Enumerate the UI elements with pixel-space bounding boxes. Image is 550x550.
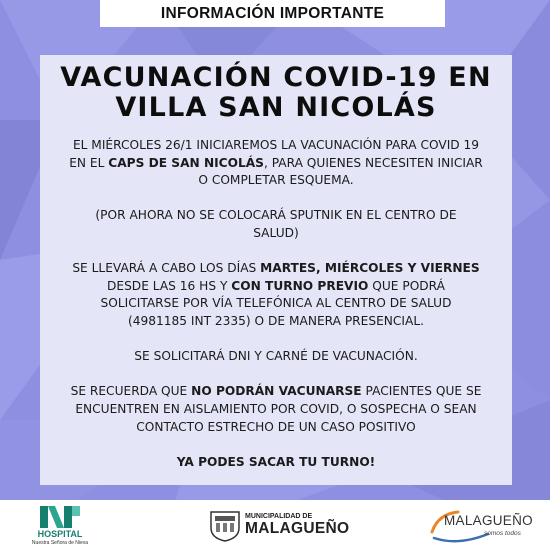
municipality-label: MUNICIPALIDAD DE: [245, 513, 313, 520]
banner-text: INFORMACIÓN IMPORTANTE: [160, 4, 385, 22]
text-line: SOLICITARSE POR VÍA TELEFÓNICA AL CENTRO DE SALUD: [100, 296, 452, 311]
paragraph-start-date: [50, 137, 502, 190]
title-line-2: VILLA SAN NICOLÁS: [115, 92, 437, 123]
announcement-body: [50, 137, 502, 471]
text-line: SE SOLICITARÁ DNI Y CARNÉ DE VACUNACIÓN.: [134, 349, 418, 364]
hospital-subtitle: Nuestra Señora de Nieva: [31, 540, 89, 546]
highlight-text: NO PODRÁN VACUNARSE: [191, 384, 362, 399]
hospital-name: HOSPITAL: [37, 529, 83, 539]
paragraph-schedule: [50, 260, 502, 330]
municipal-seal-icon: [208, 508, 242, 542]
text-line: SALUD): [253, 225, 299, 240]
hospital-logo: [22, 500, 98, 550]
highlight-text: CAPS DE SAN NICOLÁS: [108, 155, 264, 170]
text-line: CONTACTO ESTRECHO DE UN CASO POSITIVO: [136, 419, 416, 434]
malagueno-tagline: somos todos: [484, 530, 521, 537]
footer-logos: [0, 500, 550, 550]
text-line: O COMPLETAR ESQUEMA.: [198, 173, 354, 188]
paragraph-restrictions: [50, 383, 502, 436]
header-banner: [100, 0, 445, 27]
highlight-text: MARTES, MIÉRCOLES Y VIERNES: [260, 261, 480, 276]
text-line: DESDE LAS 16 HS Y CON TURNO PREVIO QUE PODRÁ: [106, 278, 445, 293]
text-line: SE LLEVARÁ A CABO LOS DÍAS MARTES, MIÉRCOLES Y VIERNES: [72, 261, 480, 276]
highlight-text: CON TURNO PREVIO: [231, 278, 369, 293]
malagueno-name: MALAGUEÑO: [444, 513, 533, 528]
municipality-name: MALAGUEÑO: [245, 520, 350, 537]
text-line: EN EL CAPS DE SAN NICOLÁS, PARA QUIENES NECESITEN INICIAR: [69, 155, 483, 170]
announcement-title: [40, 63, 512, 123]
paragraph-sputnik-note: [50, 207, 502, 242]
malagueno-logo: [428, 500, 538, 550]
text-line: ENCUENTREN EN AISLAMIENTO POR COVID, O SOSPECHA O SEAN: [75, 401, 477, 416]
title-line-1: VACUNACIÓN COVID-19 EN: [60, 62, 492, 93]
text-line: EL MIÉRCOLES 26/1 INICIAREMOS LA VACUNACIÓN PARA COVID 19: [72, 138, 480, 152]
text-line: (POR AHORA NO SE COLOCARÁ SPUTNIK EN EL CENTRO DE: [95, 208, 457, 223]
call-to-action: YA PODES SACAR TU TURNO!: [176, 454, 376, 469]
announcement-card: [40, 55, 512, 485]
paragraph-requirements: [50, 348, 502, 366]
hospital-logo-icon: [40, 506, 80, 528]
municipality-logo: [208, 500, 358, 550]
text-line: SE RECUERDA QUE NO PODRÁN VACUNARSE PACIENTES QUE SE: [70, 384, 482, 399]
text-line: (4981185 INT 2335) O DE MANERA PRESENCIAL.: [127, 313, 425, 328]
